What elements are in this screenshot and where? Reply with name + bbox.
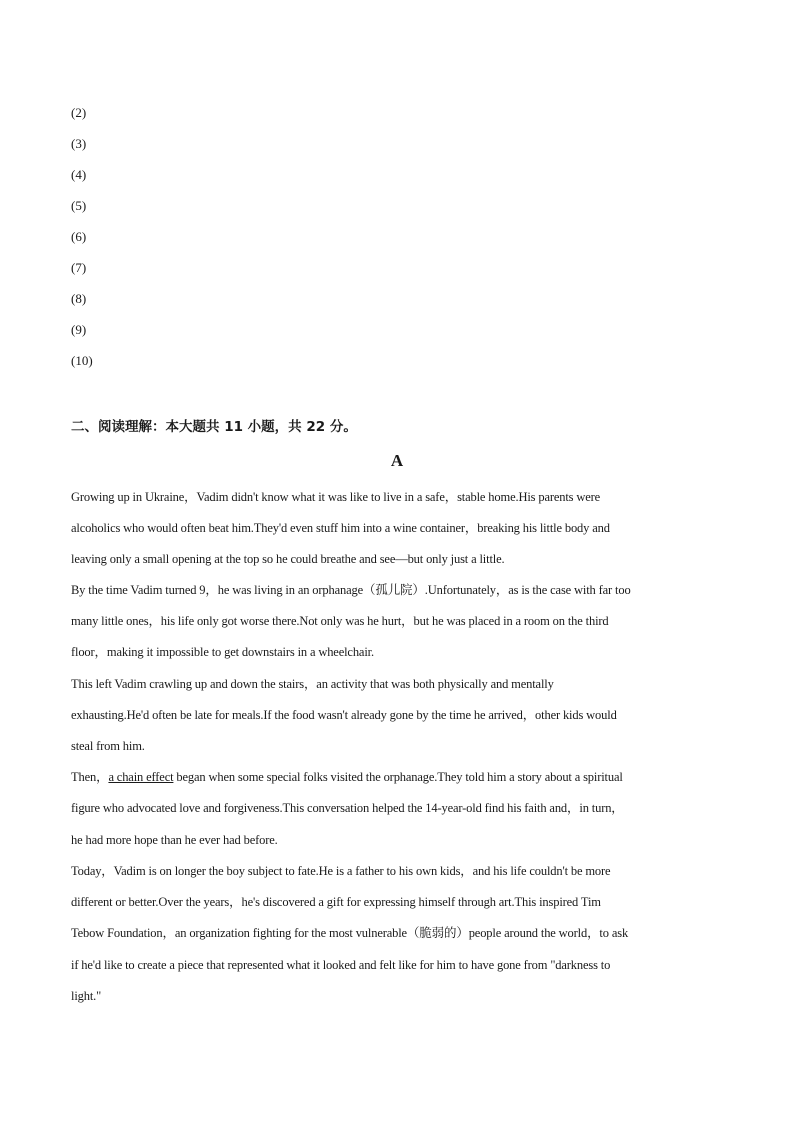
answer-number: (5)	[71, 198, 87, 213]
answer-number: (7)	[71, 260, 87, 275]
passage-line: steal from him.	[71, 739, 145, 753]
passage-line: many little ones，his life only got worse there.Not only was he hurt，but he was placed in a room on the third	[71, 614, 609, 628]
passage-line: Today，Vadim is on longer the boy subject to fate.He is a father to his own kids，and his life couldn't be more	[71, 864, 611, 878]
answer-number: (10)	[71, 353, 93, 368]
passage-letter: A	[390, 451, 404, 470]
section-title: 二、阅读理解：本大题共 11 小题，共 22 分。	[71, 419, 357, 435]
passage-line: if he'd like to create a piece that represented what it looked and felt like for him to have gone from "darkness to	[71, 958, 611, 972]
passage-line: leaving only a small opening at the top so he could breathe and see—but only just a little.	[71, 552, 505, 566]
passage-text: Then，	[71, 770, 109, 784]
passage-line: he had more hope than he ever had before.	[71, 833, 278, 847]
answer-number: (9)	[71, 322, 87, 337]
passage-line: figure who advocated love and forgiveness.This conversation helped the 14-year-old find his faith and，in turn，	[71, 801, 624, 815]
answer-number: (2)	[71, 105, 87, 120]
passage-line: Growing up in Ukraine，Vadim didn't know what it was like to live in a safe，stable home.His parents were	[71, 490, 601, 504]
passage-line: Tebow Foundation，an organization fighting for the most vulnerable（脆弱的）people around the world，to ask	[71, 926, 629, 940]
passage-line: light."	[71, 989, 102, 1003]
passage-line: This left Vadim crawling up and down the stairs，an activity that was both physically and mentally	[71, 677, 554, 691]
passage-line: alcoholics who would often beat him.They'd even stuff him into a wine container，breaking his little body and	[71, 521, 610, 535]
underlined-phrase: a chain effect	[108, 770, 174, 784]
passage-line: floor，making it impossible to get downstairs in a wheelchair.	[71, 645, 374, 659]
answer-number: (8)	[71, 291, 87, 306]
answer-number: (4)	[71, 167, 87, 182]
answer-number: (6)	[71, 229, 87, 244]
passage-line: By the time Vadim turned 9，he was living in an orphanage（孤儿院）.Unfortunately，as is the case with far too	[71, 583, 631, 597]
passage-line: different or better.Over the years，he's discovered a gift for expressing himself through art.This inspired Tim	[71, 895, 601, 909]
answer-number: (3)	[71, 136, 87, 151]
passage-line: exhausting.He'd often be late for meals.If the food wasn't already gone by the time he arrived，other kids would	[71, 708, 617, 722]
passage-line	[71, 769, 623, 785]
passage-text: began when some special folks visited the orphanage.They told him a story about a spiritual	[173, 770, 623, 784]
